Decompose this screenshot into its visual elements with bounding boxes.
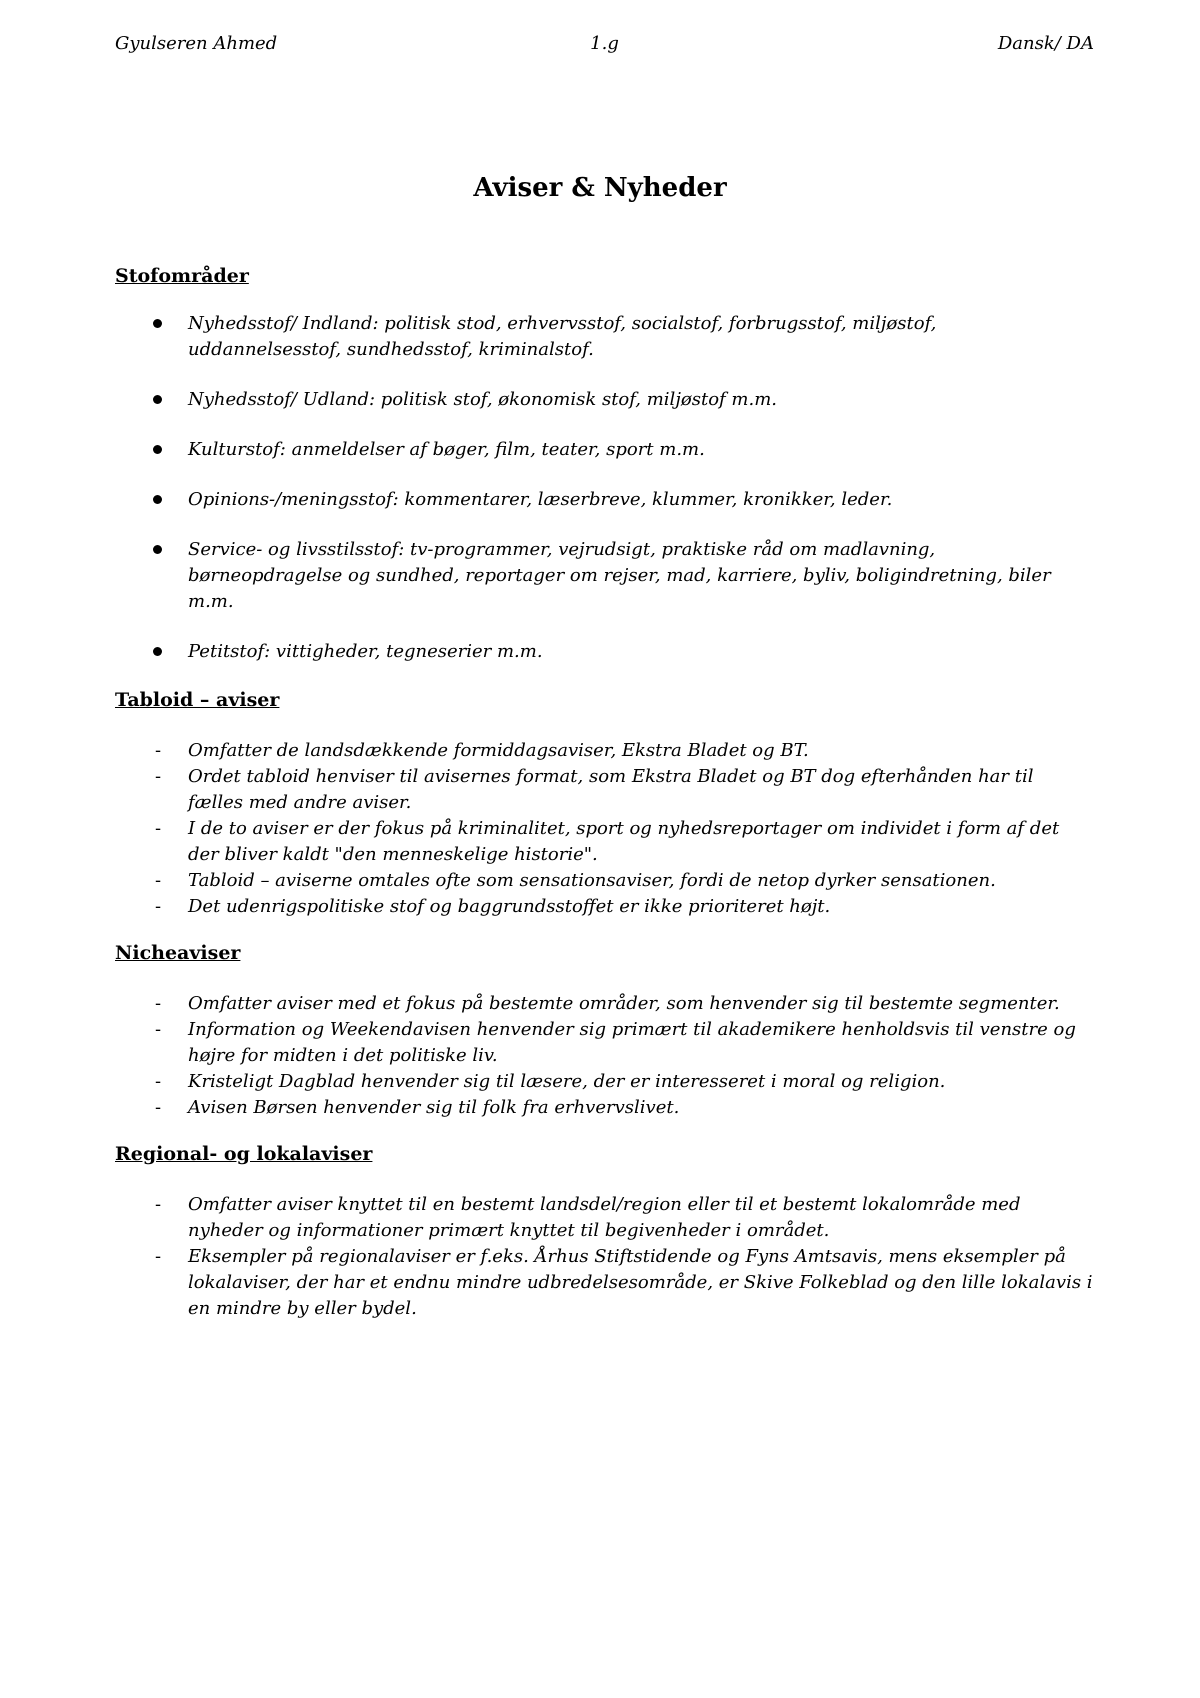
list-item (115, 894, 1094, 920)
section-heading-regional: Regional- og lokalaviser (115, 1143, 373, 1165)
dash-marker: - (155, 870, 162, 891)
stofomraader-list (115, 311, 1094, 665)
document-title: Aviser & Nyheder (473, 173, 727, 203)
list-item-text: Service- og livsstilsstof: tv-programmer, vejrudsigt, praktiske råd om madlavning, børneopdragelse og sundhed, reportager om rejser, mad, karriere, byliv, boligindretning, biler m.m. (188, 539, 1051, 612)
dash-marker: - (155, 1019, 162, 1040)
tabloid-list (115, 738, 1094, 920)
list-item (115, 1069, 1094, 1095)
list-item (115, 1192, 1094, 1244)
bullet-dot-icon (153, 395, 162, 404)
list-item-text: Opinions-/meningsstof: kommentarer, læserbreve, klummer, kronikker, leder. (188, 489, 893, 510)
list-item-text: Kulturstof: anmeldelser af bøger, film, teater, sport m.m. (188, 439, 705, 460)
section-heading-tabloid: Tabloid – aviser (115, 689, 280, 711)
list-item (115, 1017, 1094, 1069)
dash-marker: - (155, 993, 162, 1014)
list-item-text: Tabloid – aviserne omtales ofte som sensationsaviser, fordi de netop dyrker sensationen. (188, 870, 996, 891)
list-item-text: Omfatter aviser med et fokus på bestemte områder, som henvender sig til bestemte segmenter. (188, 993, 1060, 1014)
bullet-dot-icon (153, 647, 162, 656)
page-header (115, 30, 1094, 58)
niche-list (115, 991, 1094, 1121)
list-item-text: I de to aviser er der fokus på kriminalitet, sport og nyhedsreportager om individet i form af det der bliver kaldt "den menneskelige historie". (188, 818, 1060, 865)
bullet-dot-icon (153, 319, 162, 328)
list-item-text: Eksempler på regionalaviser er f.eks. Århus Stiftstidende og Fyns Amtsavis, mens eksempler på lokalaviser, der har et endnu mindre udbredelsesområde, er Skive Folkeblad og den lille lokalavis i en mindre by eller bydel. (188, 1246, 1093, 1319)
list-item (115, 764, 1094, 816)
list-item-text: Nyhedsstof/ Indland: politisk stod, erhvervsstof, socialstof, forbrugsstof, miljøstof, uddannelsesstof, sundhedsstof, kriminalstof. (188, 313, 937, 360)
header-author: Gyulseren Ahmed (115, 33, 278, 54)
dash-marker: - (155, 818, 162, 839)
document-body (115, 263, 1094, 1322)
section-heading-niche: Nicheaviser (115, 942, 241, 964)
dash-marker: - (155, 740, 162, 761)
list-item (115, 816, 1094, 868)
list-item (115, 387, 1094, 413)
dash-marker: - (155, 1194, 162, 1215)
dash-marker: - (155, 1246, 162, 1267)
bullet-dot-icon (153, 495, 162, 504)
list-item (115, 738, 1094, 764)
list-item-text: Petitstof: vittigheder, tegneserier m.m. (188, 641, 543, 662)
list-item (115, 311, 1094, 363)
list-item (115, 1244, 1094, 1322)
list-item (115, 639, 1094, 665)
list-item-text: Information og Weekendavisen henvender sig primært til akademikere henholdsvis til venstre og højre for midten i det politiske liv. (188, 1019, 1076, 1066)
list-item (115, 1095, 1094, 1121)
header-class: 1.g (590, 33, 619, 54)
section-heading-stofomraader: Stofområder (115, 265, 249, 287)
list-item-text: Omfatter aviser knyttet til en bestemt landsdel/region eller til et bestemt lokalområde med nyheder og informationer primært knyttet til begivenheder i området. (188, 1194, 1021, 1241)
list-item (115, 991, 1094, 1017)
list-item (115, 537, 1094, 615)
dash-marker: - (155, 1071, 162, 1092)
bullet-dot-icon (153, 545, 162, 554)
dash-marker: - (155, 1097, 162, 1118)
regional-list (115, 1192, 1094, 1322)
list-item (115, 868, 1094, 894)
dash-marker: - (155, 896, 162, 917)
list-item (115, 437, 1094, 463)
list-item-text: Avisen Børsen henvender sig til folk fra erhvervslivet. (188, 1097, 680, 1118)
header-subject: Dansk/ DA (997, 33, 1094, 54)
list-item-text: Omfatter de landsdækkende formiddagsaviser, Ekstra Bladet og BT. (188, 740, 809, 761)
list-item-text: Nyhedsstof/ Udland: politisk stof, økonomisk stof, miljøstof m.m. (188, 389, 778, 410)
list-item-text: Ordet tabloid henviser til avisernes format, som Ekstra Bladet og BT dog efterhånden har til fælles med andre aviser. (188, 766, 1034, 813)
bullet-dot-icon (153, 445, 162, 454)
list-item-text: Kristeligt Dagblad henvender sig til læsere, der er interesseret i moral og religion. (188, 1071, 946, 1092)
list-item-text: Det udenrigspolitiske stof og baggrundsstoffet er ikke prioriteret højt. (188, 896, 831, 917)
list-item (115, 487, 1094, 513)
dash-marker: - (155, 766, 162, 787)
